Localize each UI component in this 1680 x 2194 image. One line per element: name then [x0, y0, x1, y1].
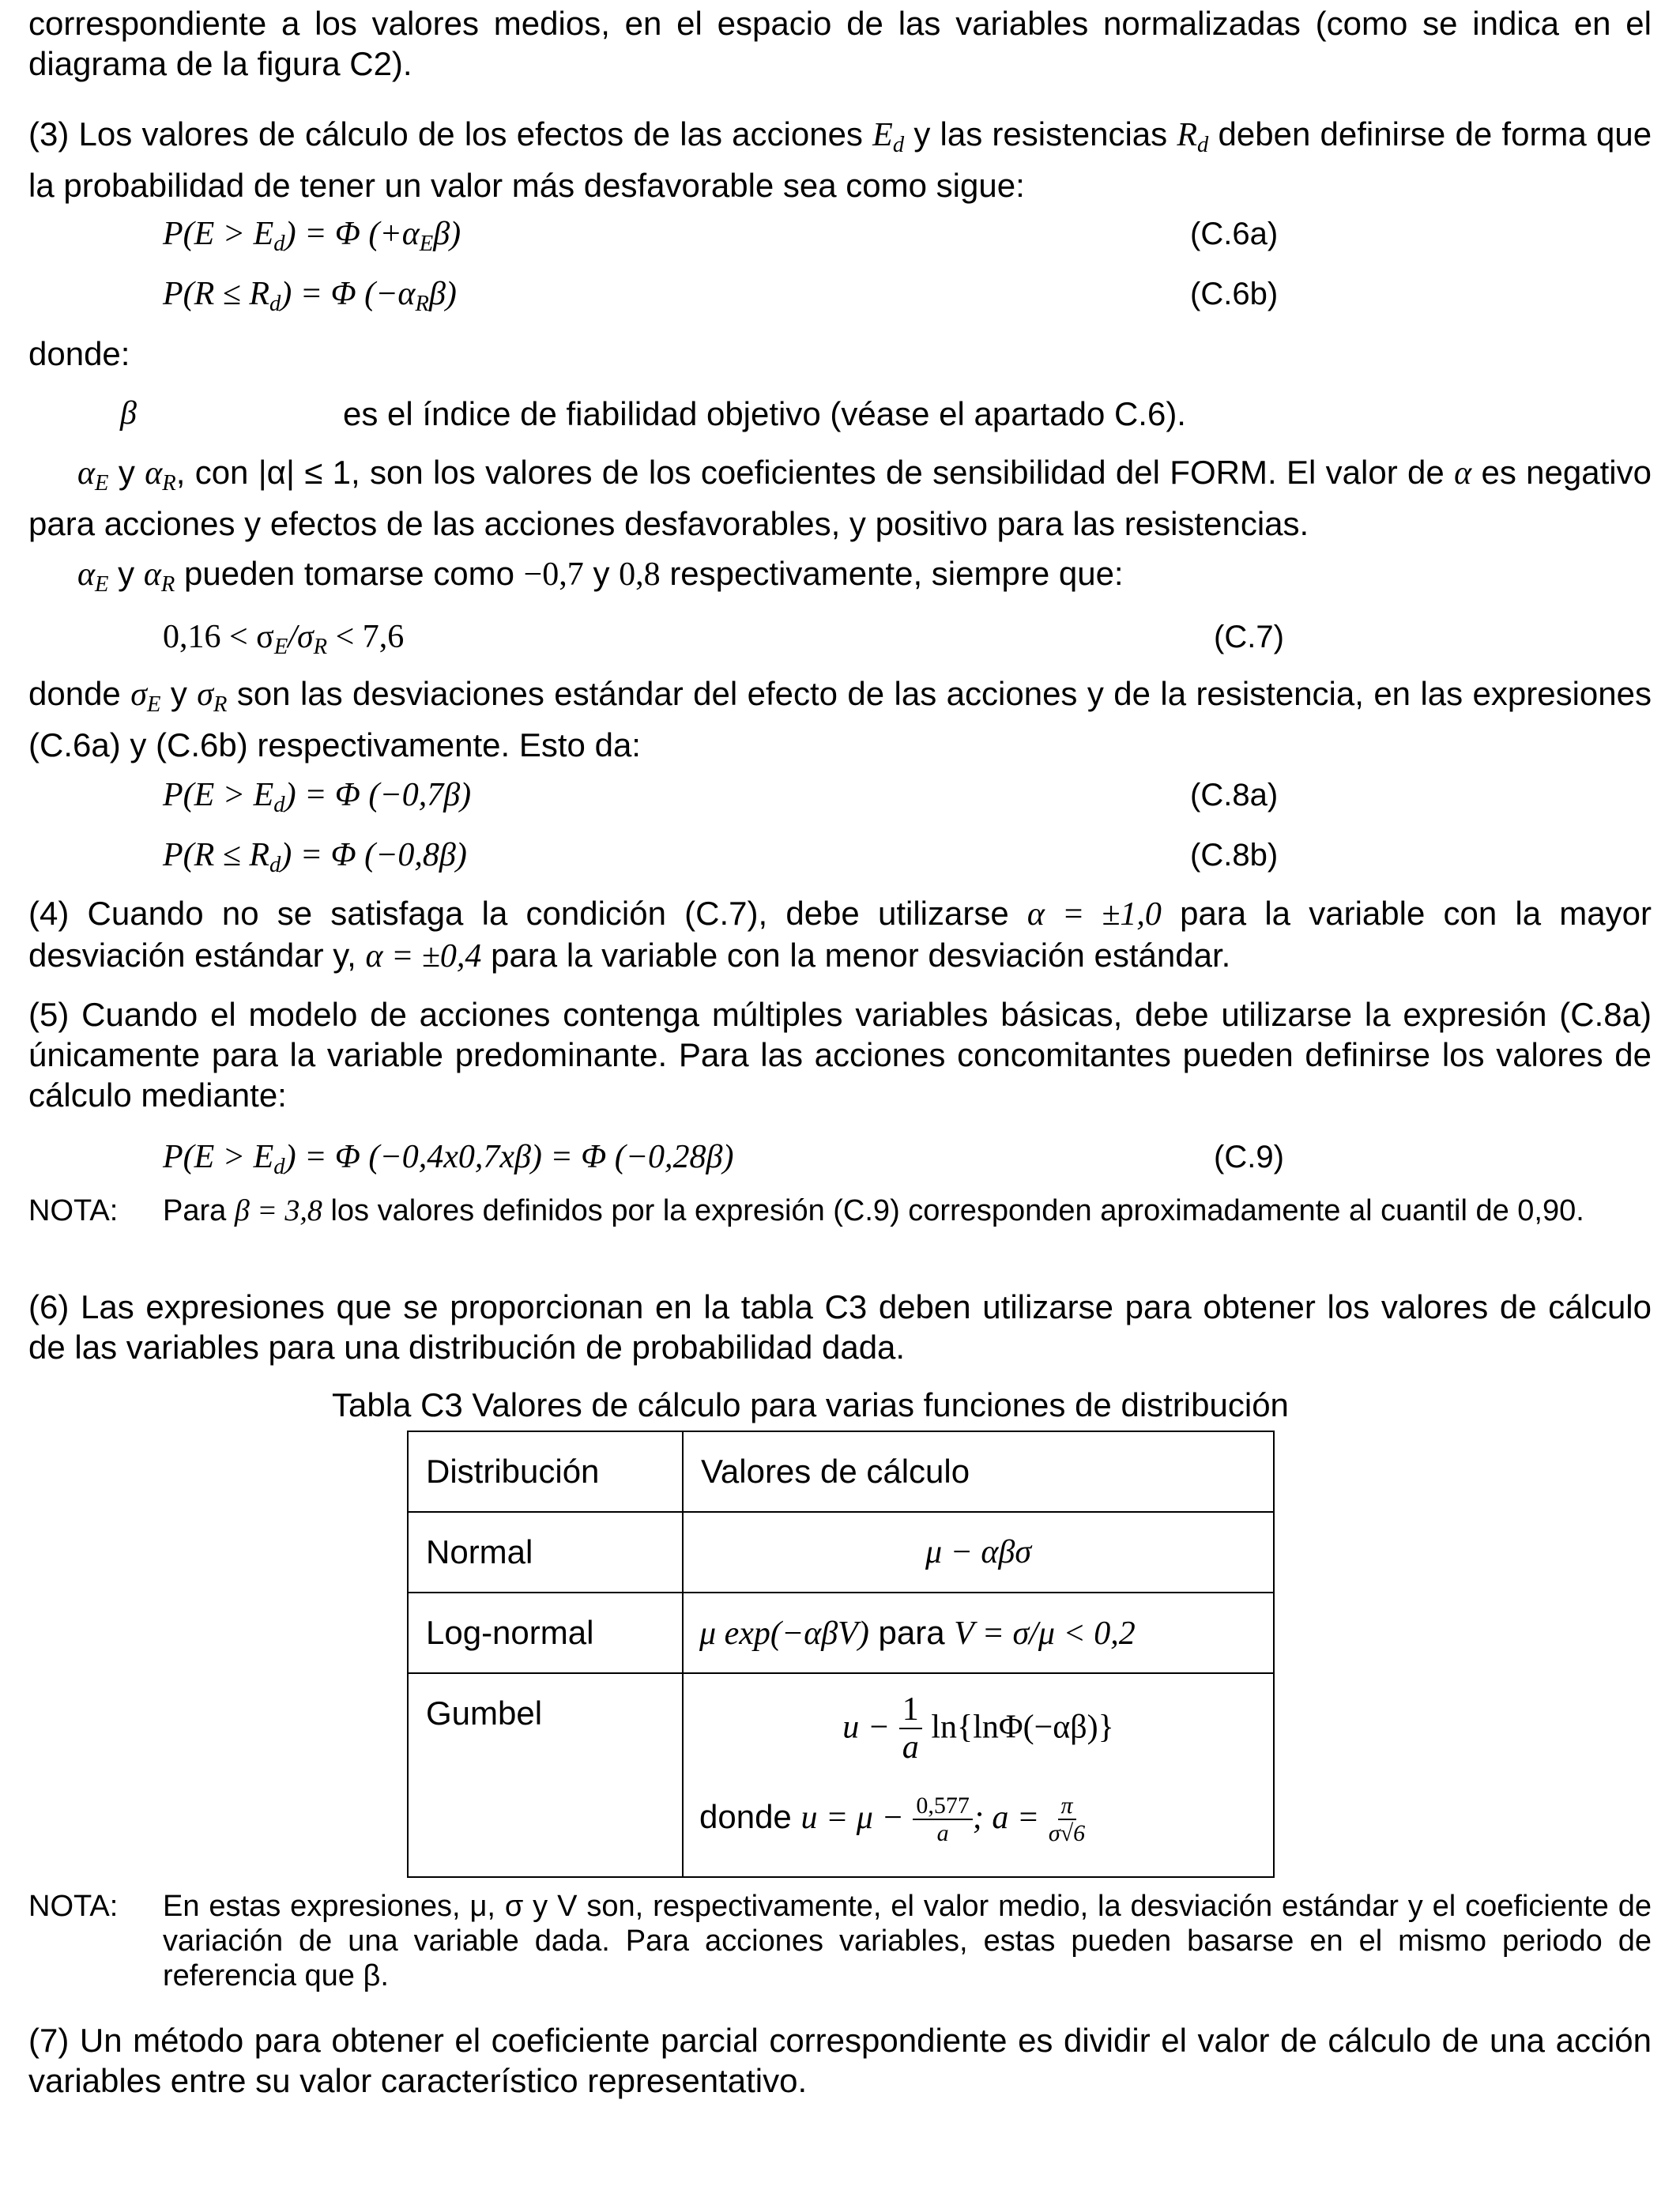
beta-definition: es el índice de fiabilidad objetivo (véase el apartado C.6).: [343, 395, 1186, 432]
table-header-valores: Valores de cálculo: [683, 1431, 1274, 1512]
note-text-2: En estas expresiones, μ, σ y V son, respectivamente, el valor medio, la desviación estándar y el coeficiente de variación de una variable dada. Para acciones variables, estas pueden basarse en el mismo periodo de referencia que β.: [163, 1890, 1652, 1992]
table-header-row: [408, 1431, 1274, 1512]
table-caption: Tabla C3 Valores de cálculo para varias funciones de distribución: [332, 1386, 1289, 1423]
equation-number-c7: (C.7): [1214, 620, 1284, 654]
equation-number-c6a: (C.6a): [1190, 217, 1279, 251]
beta-symbol: β: [120, 395, 137, 432]
donde-label: donde:: [28, 335, 130, 372]
table-row: [408, 1593, 1274, 1673]
symbol-Rd: $R_d$: [1177, 117, 1209, 157]
distribution-table: [407, 1431, 1275, 1878]
table-row: [408, 1512, 1274, 1593]
paragraph-7: (7) Un método para obtener el coeficiente parcial correspondiente es dividir el valor de cálculo de una acción variables entre su valor característico representativo.: [28, 2022, 1652, 2099]
paragraph-6: (6) Las expresiones que se proporcionan en la tabla C3 deben utilizarse para obtener los valores de cálculo de las variables para una distribución de probabilidad dada.: [28, 1288, 1652, 1366]
equation-c8b: $P(R \le R_d) = \Phi$ (−0,8β): [163, 837, 467, 877]
paragraph-donde-sigma: donde $\sigma_E$ y $\sigma_R$ son las desviaciones estándar del efecto de las acciones y de la resistencia, en las expresiones (C.6a) y (C.6b) respectivamente. Esto da:: [28, 675, 1652, 763]
equation-c8a: $P(E > E_d) = \Phi$ (−0,7β): [163, 777, 472, 817]
table-cell-formula: [683, 1673, 1274, 1877]
note-text-1: Para β = 3,8 los valores definidos por la expresión (C.9) corresponden aproximadamente al cuantil de 0,90.: [163, 1194, 1584, 1227]
equation-number-c6b: (C.6b): [1190, 277, 1279, 311]
equation-number-c8b: (C.8b): [1190, 838, 1279, 873]
equation-number-c9: (C.9): [1214, 1140, 1284, 1174]
gumbel-formula: u − $\frac{1}{a}$ ln{lnΦ(−αβ)}: [842, 1691, 1114, 1766]
paragraph-intro: correspondiente a los valores medios, en el espacio de las variables normalizadas (como se indica en el diagrama de la figura C2).: [28, 5, 1652, 82]
note-label-2: NOTA:: [28, 1890, 119, 1923]
gumbel-parameters: donde u = μ − $\frac{0,577}{a}$ ; a = $\frac{\pi}{\sigma√6}$: [699, 1793, 1086, 1846]
equation-c6b: $P(R \le R_d) = \Phi$ $(-\alpha_R\beta)$: [163, 276, 457, 316]
paragraph-5: (5) Cuando el modelo de acciones contenga múltiples variables básicas, debe utilizarse la expresión (C.8a) únicamente para la variable predominante. Para las acciones concomitantes pueden definirse los valores de cálculo mediante:: [28, 996, 1652, 1114]
alpha-definition: $\alpha_E$ y $\alpha_R$, con |α| ≤ 1, son los valores de los coeficientes de sensibilidad del FORM. El valor de α es negativo para acciones y efectos de las acciones desfavorables, y positivo para las resistencias.: [28, 454, 1652, 542]
symbol-Ed: $E_d$: [872, 117, 905, 157]
table-cell-distribution: Gumbel: [408, 1673, 683, 1877]
equation-c9: $P(E > E_d) = \Phi$ (−0,4x0,7xβ) = Φ (−0,28β): [163, 1139, 734, 1179]
table-cell-distribution: Log-normal: [408, 1593, 683, 1673]
table-cell-distribution: Normal: [408, 1512, 683, 1593]
table-row: [408, 1673, 1274, 1877]
table-header-distribucion: Distribución: [408, 1431, 683, 1512]
paragraph-4: (4) Cuando no se satisfaga la condición (C.7), debe utilizarse α = ±1,0 para la variable con la mayor desviación estándar y, α = ±0,4 para la variable con la menor desviación estándar.: [28, 895, 1652, 974]
equation-c6a: $P(E > E_d) = \Phi$ $(+\alpha_E\beta)$: [163, 216, 461, 256]
paragraph-3: (3) Los valores de cálculo de los efectos de las acciones $E_d$ y las resistencias $R_d$ deben definirse de forma que la probabilidad de tener un valor más desfavorable sea como sigue:: [28, 115, 1652, 204]
equation-c7: $0,16 < \sigma_E/\sigma_R < 7,6$: [163, 619, 405, 659]
alpha-values-line: $\alpha_E$ y $\alpha_R$ pueden tomarse como −0,7 y 0,8 respectivamente, siempre que:: [77, 555, 1124, 597]
equation-number-c8a: (C.8a): [1190, 778, 1279, 812]
table-cell-formula: μ exp(−αβV) para V = σ/μ < 0,2: [683, 1593, 1274, 1673]
table-cell-formula: μ − αβσ: [683, 1512, 1274, 1593]
note-label-1: NOTA:: [28, 1194, 119, 1227]
